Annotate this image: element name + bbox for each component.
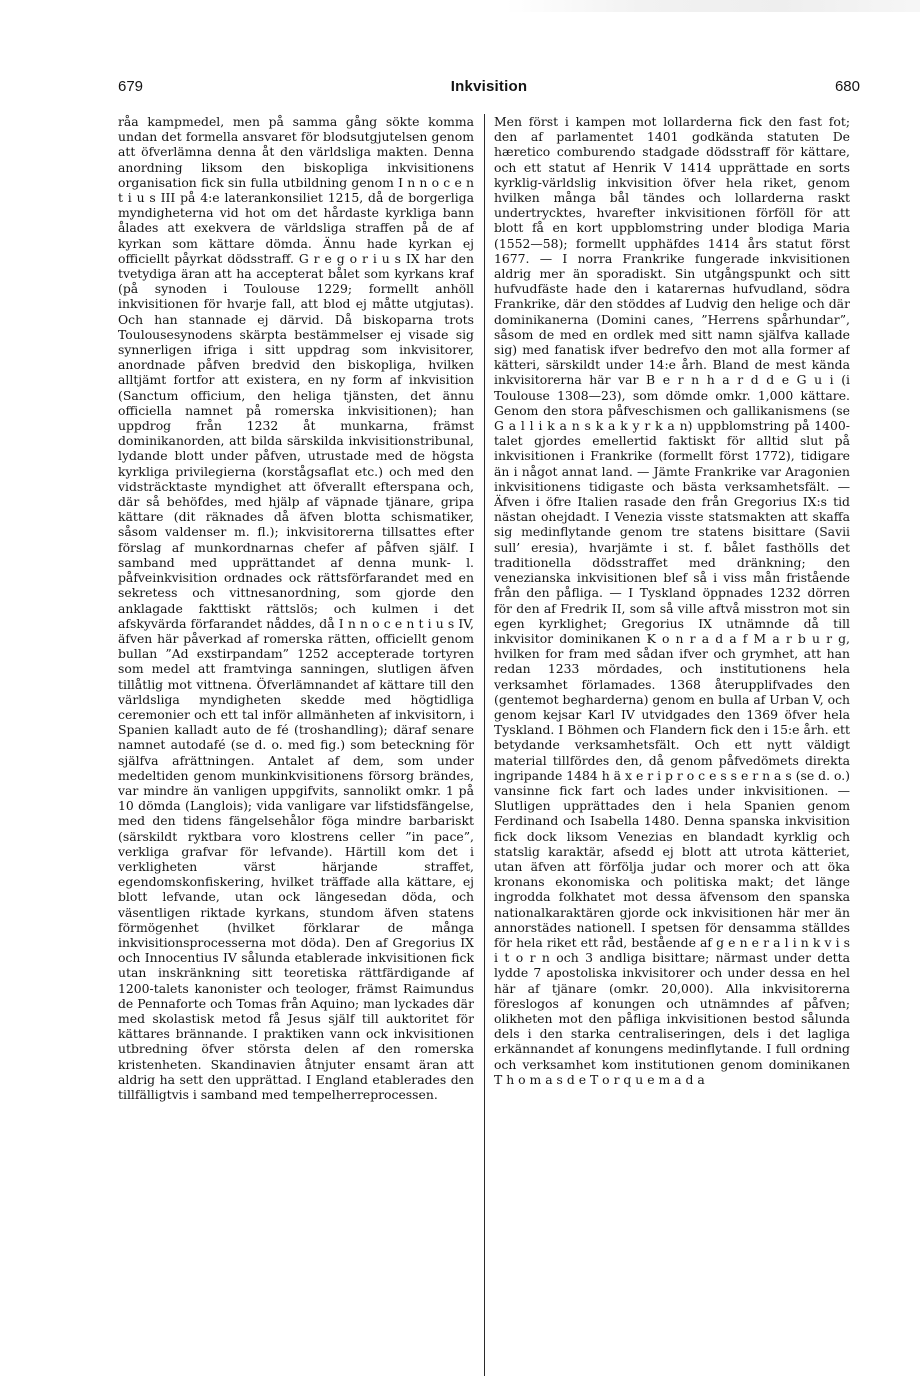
page-number-left: 679 bbox=[118, 78, 144, 95]
page-number-right: 680 bbox=[834, 78, 860, 95]
column-divider bbox=[484, 114, 485, 1376]
text-column-right bbox=[494, 114, 850, 1376]
text-column-left bbox=[118, 114, 474, 1376]
page-header bbox=[118, 78, 860, 100]
scan-artifact bbox=[0, 0, 920, 12]
column-left-text: råa kampmedel, men på samma gång sökte komma undan det formella ansvaret för blodsutgjutelsen genom att öfverlämna denna åt den världsliga makten. Denna anordning liksom den biskopliga inkvisitionens organisation fick sin fulla utbildning genom I n n o c e n t i u s III på 4:e laterankonsiliet 1215, då de borgerliga myndigheterna vid hot om det hårdaste kyrkliga bann ålades att exekvera de världsliga straffen på de af kyrkan som kättare dömda. Ännu hade kyrkan ej officiellt påyrkat dödsstraff. G r e g o r i u s IX har den tvetydiga äran att ha accepterat bålet som kyrkans kraf (på synoden i Toulouse 1229; formellt anhöll inkvisitionen för hvarje fall, att blod ej måtte utgjutas). Och han stannade ej därvid. Då biskoparna trots Toulousesynodens skärpta bestämmelser ej visade sig synnerligen ifriga i sitt uppdrag som inkvisitorer, anordnade påfven bredvid den biskopliga, hvilken alltjämt fortfor att existera, en ny form af inkvisition (Sanctum officium, den heliga tjänsten, det ännu officiella namnet på romerska inkvisitionen); han uppdrog från 1232 åt munkarna, främst dominikanorden, att bilda särskilda inkvisitionstribunal, lydande blott under påfven, utrustade med de högsta kyrkliga privilegierna (korstågsaflat etc.) och med den vidsträcktaste myndighet att öfverallt efterspana och, där så behöfdes, med hjälp af väpnade tjänare, gripa kättare (dit räknades då äfven blotta schismatiker, såsom valdenser m. fl.); inkvisitorerna tillsattes efter förslag af munkordnarnas chefer af påfven själf. I samband med upprättandet af denna munk- l. påfveinkvisition ordnades ock rättsförfarandet med en sekretess och vittnesanordning, som gjorde den anklagade fakttiskt rättslös; och kulmen i det afskyvärda förfarandet nåddes, då I n n o c e n t i u s IV, äfven här påverkad af romerska rätten, officiellt genom bullan ”Ad exstirpandam” 1252 accepterade tortyren som medel att framtvinga sanningen, slutligen äfven tillåtlig mot vittnena. Öfverlämnandet af kättare till den världsliga myndigheten skedde med högtidliga ceremonier och ett tal inför allmänheten af inkvisitorn, i Spanien kalladt auto de fé (troshandling); däraf senare namnet autodafé (se d. o. med fig.) som beteckning för själfva afrättningen. Antalet af dem, som under medeltiden genom munkinkvisitionens försorg brändes, var mindre än vanligen uppgifvits, sannolikt omkr. 1 på 10 dömda (Langlois); vida vanligare var lifstidsfängelse, med den tidens fängelsehålor föga mindre barbariskt (särskildt ryktbara voro klostrens celler ”in pace”, verkliga grafvar för lefvande). Härtill kom det i verkligheten värst härjande straffet, egendomskonfiskering, hvilket träffade alla kättare, ej blott lefvande, utan ock längesedan döda, och väsentligen riktade kyrkans, stundom äfven statens förmögenhet (hvilket förklarar de många inkvisitionsprocesserna mot döda). Den af Gregorius IX och Innocentius IV sålunda etablerade inkvisitionen fick utan inskränkning sitt teoretiska rättfärdigande af 1200-talets kanonister och teologer, främst Raimundus de Pennaforte och Tomas från Aquino; man lyckades där med skolastisk metod få Jesus själf till auktoritet för kättares brännande. I praktiken vann ock inkvisitionen utbredning öfver största delen af den romerska kristenheten. Skandinavien åtnjuter ensamt äran att aldrig ha sett den upprättad. I England etablerades den tillfälligtvis i samband med tempelherreprocessen. bbox=[118, 114, 474, 1102]
column-right-text: Men först i kampen mot lollarderna fick den fast fot; den af parlamentet 1401 godkända statuten De hæretico comburendo stadgade dödsstraff för kättare, och ett statut af Henrik V 1414 upprättade en sorts kyrklig-världslig inkvisition öfver hela riket, genom hvilken många bål tändes och lollarderna raskt undertrycktes, hvarefter inkvisitionen förföll för att blott få en kort uppblomstring under blodiga Maria (1552—58); formellt upphäfdes 1414 års statut först 1677. — I norra Frankrike fungerade inkvisitionen aldrig mer än sporadiskt. Sin utgångspunkt och sitt hufvudfäste hade den i katarernas hufvudland, södra Frankrike, där den stöddes af Ludvig den helige och där dominikanerna (Domini canes, ”Herrens spårhundar”, såsom de med en ordlek med sitt namn själfva kallade sig) med fanatisk ifver bedrefvo den mot alla former af kätteri, särskildt under 14:e årh. Bland de mest kända inkvisitorerna här var B e r n h a r d d e G u i (i Toulouse 1308—23), som dömde omkr. 1,000 kättare. Genom den stora påfveschismen och gallikanismens (se G a l l i k a n s k a k y r k a n) uppblomstring på 1400-talet gjordes emellertid faktiskt för alltid slut på inkvisitionen i Frankrike (formellt först 1772), tidigare än i något annat land. — Jämte Frankrike var Aragonien inkvisitionens tidigaste och bästa verksamhetsfält. — Äfven i öfre Italien rasade den från Gregorius IX:s tid nästan ohejdadt. I Venezia visste statsmakten att skaffa sig medinflytande genom tre statens bisittare (Savii sull’ eresia), hvarjämte i st. f. bålet fasthölls det traditionella dödsstraffet med dränkning; den venezianska inkvisitionen blef så i viss mån fristående från den påfliga. — I Tyskland öppnades 1232 dörren för den af Fredrik II, som så ville aftvå misstron mot sin egen kyrklighet; Gregorius IX utnämnde då till inkvisitor dominikanen K o n r a d a f M a r b u r g, hvilken for fram med sådan ifver och grymhet, att han redan 1233 mördades, och institutionens hela verksamhet förlamades. 1368 återupplifvades den (gentemot begharderna) genom en bulla af Urban V, och genom kejsar Karl IV utvidgades den 1369 öfver hela Tyskland. I Böhmen och Flandern fick den i 15:e årh. ett betydande verksamhetsfält. Och ett nytt väldigt material tillfördes den, då genom påfvedömets direkta ingripande 1484 h ä x e r i p r o c e s s e r n a s (se d. o.) vansinne fick fart och lades under inkvisitionen. — Slutligen upprättades den i hela Spanien genom Ferdinand och Isabella 1480. Denna spanska inkvisition fick dock liksom Venezias en blandadt kyrklig och statslig karaktär, afsedd ej blott att utrota kätteriet, utan äfven att förfölja judar och morer och att öka kronans ekonomiska och politiska makt; det länge ingrodda folkhatet mot dessa äfvensom den spanska nationalkaraktären gjorde ock inkvisitionen här mer än annorstädes nationell. I spetsen för densamma ställdes för hela riket ett råd, bestående af g e n e r a l i n k v i s i t o r n och 3 andliga bisittare; närmast under detta lydde 7 apostoliska inkvisitorer och under dessa en hel här af tjänare (omkr. 20,000). Alla inkvisitorerna föreslogos af konungen och utnämndes af påfven; olikheten mot den påfliga inkvisitionen bestod sålunda dels i den starka centraliseringen, dels i det lagliga erkännandet af konungens medinflytande. I full ordning och verksamhet kom institutionen genom dominikanen T h o m a s d e T o r q u e m a d a bbox=[494, 114, 850, 1087]
page-title: Inkvisition bbox=[450, 78, 528, 95]
